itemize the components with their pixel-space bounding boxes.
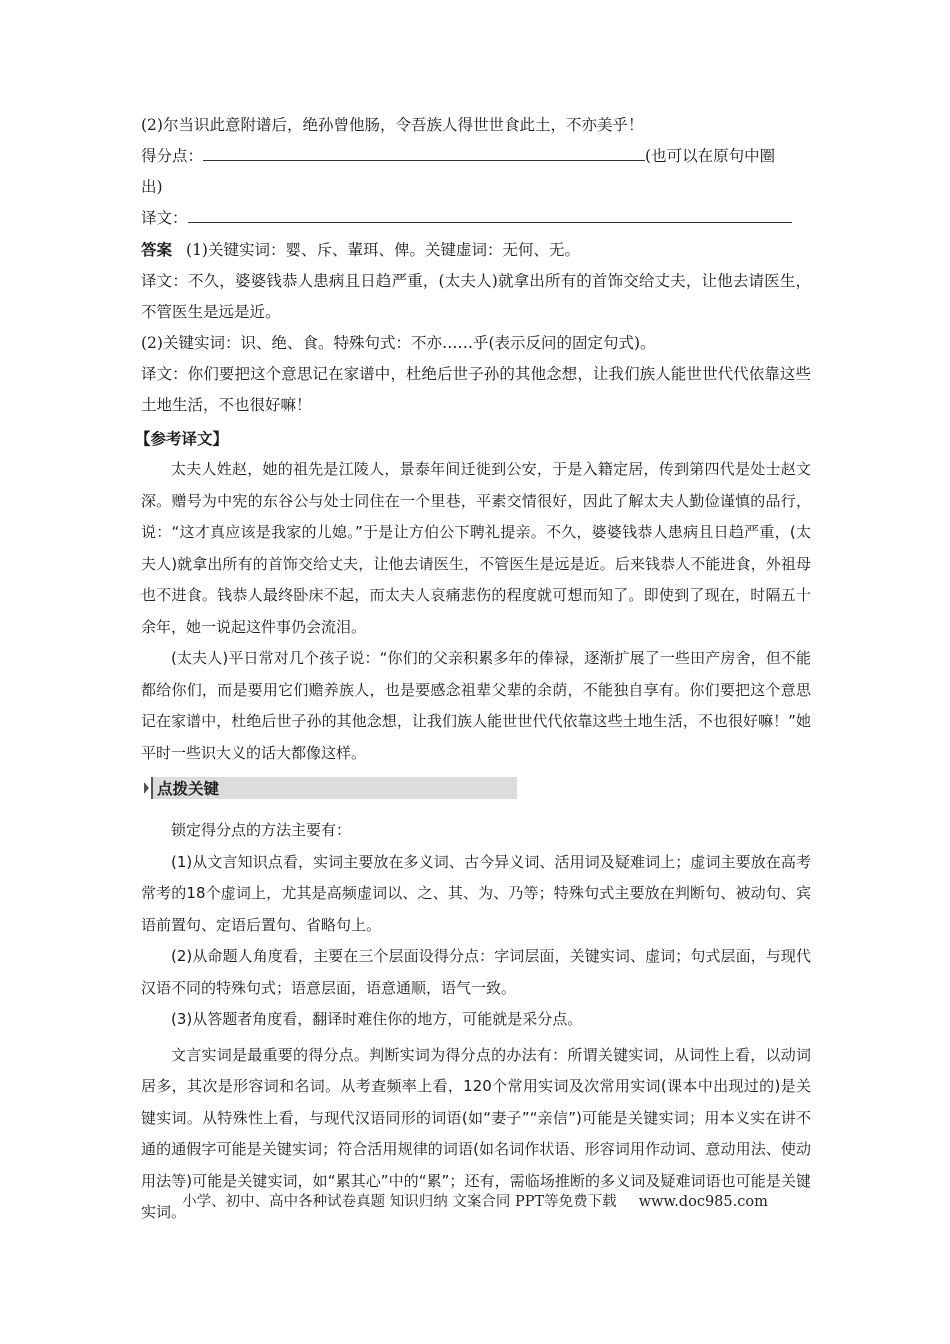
footer-site-link[interactable]: www.doc985.com — [638, 1194, 768, 1210]
answer-part1-text: (1)关键实词：婴、斥、輩珥、俾。关键虚词：无何、无。 — [186, 241, 580, 259]
key-points-section-bar — [141, 777, 517, 799]
translation-line — [141, 203, 811, 234]
score-point-label: 得分点： — [141, 147, 204, 165]
reference-heading: 【参考译文】 — [135, 429, 229, 448]
chevron-right-icon — [141, 777, 153, 799]
answer-part1 — [141, 234, 811, 266]
exercise-question-2: (2)尔当识此意附谱后，绝孙曾他肠，令吾族人得世世食此土，不亦美乎！ — [141, 116, 644, 134]
answer-label: 答案 — [141, 240, 173, 259]
reference-paragraph-2: (太夫人)平日常对几个孩子说：“你们的父亲积累多年的俸禄，逐渐扩展了一些田产房舍，但不能都给你们，而是要用它们赡养族人，也是要感念祖辈父辈的余荫，不能独自享有。你们要把这个意思记在家谱中，杜绝后世子孙的其他念想，让我们族人能世世代代依靠这些土地生活，不也很好嘛！”她平时一些识大义的话大都像这样。 — [141, 649, 811, 762]
content-area — [135, 110, 811, 1229]
page-footer — [0, 1190, 950, 1211]
key-points-title: 点拨关键 — [157, 780, 220, 798]
key-points-p4: 文言实词是最重要的得分点。判断实词为得分点的办法有：所谓关键实词，从词性上看，以动词居多，其次是形容词和名词。从考查频率上看，120个常用实词及次常用实词(课本中出现过的)是关键实词。从特殊性上看，与现代汉语同形的词语(如“妻子”“亲信”)可能是关键实词；用本义实在讲不通的通假字可能是关键实词；符合活用规律的词语(如名词作状语、形容词用作动词、意动用法、使动用法等)可能是关键实词，如“累其心”中的“累”；还有，需临场推断的多义词及疑难词语也可能是关键实词。 — [141, 1045, 811, 1221]
translation-blank[interactable] — [188, 204, 792, 223]
score-point-hint-cont: 出) — [141, 178, 163, 196]
key-points-p2: (2)从命题人角度看，主要在三个层面设得分点：字词层面，关键实词、虚词；句式层面，与现代汉语不同的特殊句式；语意层面，语意通顺，语气一致。 — [141, 947, 811, 997]
score-point-hint: (也可以在原句中圈 — [645, 147, 776, 165]
answer-part2: (2)关键实词：识、绝、食。特殊句式：不亦……乎(表示反问的固定句式)。 — [141, 334, 656, 352]
answer-part2-translation: 译文：你们要把这个意思记在家谱中，杜绝后世子孙的其他念想，让我们族人能世世代代依靠这些土地生活，不也很好嘛！ — [141, 365, 811, 414]
key-points-p3: (3)从答题者角度看，翻译时难住你的地方，可能就是采分点。 — [171, 1010, 583, 1028]
answer-part1-translation: 译文：不久，婆婆钱恭人患病且日趋严重，(太夫人)就拿出所有的首饰交给丈夫，让他去请医生，不管医生是远是近。 — [141, 272, 811, 321]
key-points-intro: 锁定得分点的方法主要有： — [171, 821, 352, 839]
score-point-line — [141, 141, 811, 172]
translation-label: 译文： — [141, 209, 188, 227]
key-points-p1: (1)从文言知识点看，实词主要放在多义词、古今异义词、活用词及疑难词上；虚词主要放在高考常考的18个虚词上，尤其是高频虚词以、之、其、为、乃等；特殊句式主要放在判断句、被动句、宾语前置句、定语后置句、省略句上。 — [141, 852, 811, 934]
score-point-blank[interactable] — [203, 142, 645, 161]
reference-paragraph-1: 太夫人姓赵，她的祖先是江陵人，景泰年间迁徙到公安，于是入籍定居，传到第四代是处士赵文深。赠号为中宪的东谷公与处士同住在一个里巷，平素交情很好，因此了解太夫人勤俭谨慎的品行，说：“这才真应该是我家的儿媳。”于是让方伯公下聘礼提亲。不久，婆婆钱恭人患病且日趋严重，(太夫人)就拿出所有的首饰交给丈夫，让他去请医生，不管医生是远是近。后来钱恭人不能进食，外祖母也不进食。钱恭人最终卧床不起，而太夫人哀痛悲伤的程度就可想而知了。即使到了现在，时隔五十余年，她一说起这件事仍会流泪。 — [141, 460, 811, 636]
footer-text: 小学、初中、高中各种试卷真题 知识归纳 文案合同 PPT等免费下载 — [182, 1194, 617, 1210]
